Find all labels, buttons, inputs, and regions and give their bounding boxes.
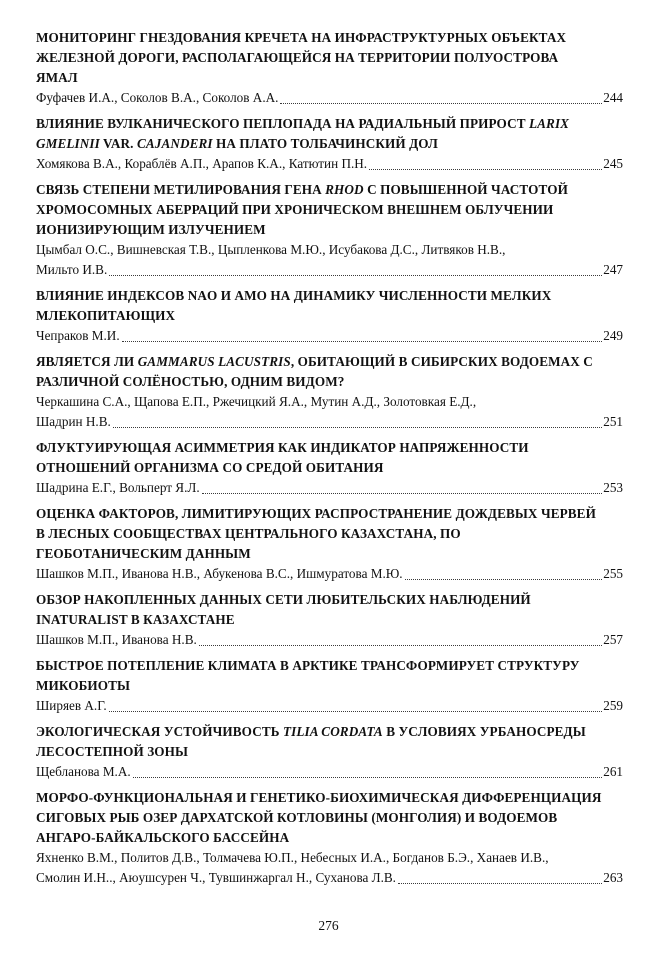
entry-page-number: 251	[603, 414, 623, 429]
entry-page-number: 244	[603, 90, 623, 105]
entry-title-line	[36, 134, 623, 154]
entry-page-number: 257	[603, 632, 623, 647]
title-segment-latin-italic: LARIX	[529, 116, 570, 131]
dotted-leader	[113, 427, 602, 428]
dotted-leader	[109, 275, 602, 276]
entry-title-line	[36, 590, 623, 610]
authors-text: Ширяев А.Г.	[36, 698, 107, 713]
entry-page-number: 261	[603, 764, 623, 779]
entry-title	[36, 438, 623, 478]
entry-title-line	[36, 200, 623, 220]
dotted-leader	[398, 883, 602, 884]
toc-entry	[36, 28, 623, 108]
title-segment: ОТНОШЕНИЙ ОРГАНИЗМА СО СРЕДОЙ ОБИТАНИЯ	[36, 460, 384, 475]
entry-title-line	[36, 524, 623, 544]
entry-title-line	[36, 352, 623, 372]
entry-title	[36, 722, 623, 762]
entry-authors-line	[36, 630, 623, 650]
title-segment: VAR.	[99, 136, 137, 151]
title-segment-latin-italic: GMELINII	[36, 136, 100, 151]
title-segment: , ОБИТАЮЩИЙ В СИБИРСКИХ ВОДОЕМАХ С	[290, 354, 593, 369]
authors-text: Яхненко В.М., Политов Д.В., Толмачева Ю.П., Небесных И.А., Богданов Б.Э., Ханаев И.В.,	[36, 850, 549, 865]
title-segment: ЯМАЛ	[36, 70, 78, 85]
dotted-leader	[109, 711, 603, 712]
title-segment: В УСЛОВИЯХ УРБАНОСРЕДЫ	[382, 724, 586, 739]
authors-text: Шашков М.П., Иванова Н.В.	[36, 632, 197, 647]
authors-text: Мильто И.В.	[36, 262, 108, 277]
dotted-leader	[280, 103, 602, 104]
entry-title-line	[36, 68, 623, 88]
entry-page-number: 249	[603, 328, 623, 343]
title-segment: ВЛИЯНИЕ ВУЛКАНИЧЕСКОГО ПЕПЛОПАДА НА РАДИАЛЬНЫЙ ПРИРОСТ	[36, 116, 529, 131]
toc-list	[36, 28, 623, 888]
entry-authors-line	[36, 478, 623, 498]
entry-page-number: 263	[603, 870, 623, 885]
title-segment: ЭКОЛОГИЧЕСКАЯ УСТОЙЧИВОСТЬ	[36, 724, 283, 739]
authors-text: Шашков М.П., Иванова Н.В., Абукенова В.С., Ишмуратова М.Ю.	[36, 566, 403, 581]
entry-title	[36, 590, 623, 630]
entry-authors-line	[36, 326, 623, 346]
dotted-leader	[369, 169, 602, 170]
entry-title	[36, 788, 623, 848]
authors-text: Цымбал О.С., Вишневская Т.В., Цыпленкова М.Ю., Исубакова Д.С., Литвяков Н.В.,	[36, 242, 506, 257]
entry-authors-line	[36, 392, 623, 412]
title-segment: ОЦЕНКА ФАКТОРОВ, ЛИМИТИРУЮЩИХ РАСПРОСТРАНЕНИЕ ДОЖДЕВЫХ ЧЕРВЕЙ	[36, 506, 596, 521]
title-segment: INATURALIST В КАЗАХСТАНЕ	[36, 612, 235, 627]
entry-authors-line	[36, 696, 623, 716]
authors-text: Хомякова В.А., Кораблёв А.П., Арапов К.А., Катютин П.Н.	[36, 156, 368, 171]
title-segment: НА ПЛАТО ТОЛБАЧИНСКИЙ ДОЛ	[212, 136, 438, 151]
entry-authors-line	[36, 154, 623, 174]
title-segment: В ЛЕСНЫХ СООБЩЕСТВАХ ЦЕНТРАЛЬНОГО КАЗАХСТАНА, ПО	[36, 526, 461, 541]
authors-text: Фуфачев И.А., Соколов В.А., Соколов А.А.	[36, 90, 279, 105]
entry-authors-line	[36, 412, 623, 432]
entry-page-number: 255	[603, 566, 623, 581]
title-segment: АНГАРО-БАЙКАЛЬСКОГО БАССЕЙНА	[36, 830, 290, 845]
toc-entry	[36, 286, 623, 346]
entry-title-line	[36, 788, 623, 808]
toc-entry	[36, 180, 623, 280]
entry-title-line	[36, 808, 623, 828]
title-segment: ИОНИЗИРУЮЩИМ ИЗЛУЧЕНИЕМ	[36, 222, 266, 237]
toc-entry	[36, 504, 623, 584]
authors-text: Смолин И.Н.., Аюушсурен Ч., Тувшинжаргал Н., Суханова Л.В.	[36, 870, 396, 885]
entry-title-line	[36, 286, 623, 306]
entry-title	[36, 656, 623, 696]
title-segment-latin-italic: CAJANDERI	[136, 136, 213, 151]
authors-text: Черкашина С.А., Щапова Е.П., Ржечицкий Я.А., Мутин А.Д., Золотовкая Е.Д.,	[36, 394, 477, 409]
toc-entry	[36, 656, 623, 716]
toc-entry	[36, 352, 623, 432]
entry-page-number: 245	[603, 156, 623, 171]
toc-entry	[36, 590, 623, 650]
entry-authors-line	[36, 88, 623, 108]
title-segment: ФЛУКТУИРУЮЩАЯ АСИММЕТРИЯ КАК ИНДИКАТОР НАПРЯЖЕННОСТИ	[36, 440, 529, 455]
authors-text: Чепраков М.И.	[36, 328, 120, 343]
dotted-leader	[405, 579, 603, 580]
toc-entry	[36, 788, 623, 888]
entry-title-line	[36, 180, 623, 200]
dotted-leader	[133, 777, 603, 778]
title-segment-latin-italic: RHOD	[325, 182, 364, 197]
title-segment: СИГОВЫХ РЫБ ОЗЕР ДАРХАТСКОЙ КОТЛОВИНЫ (МОНГОЛИЯ) И ВОДОЕМОВ	[36, 810, 558, 825]
title-segment: ЯВЛЯЕТСЯ ЛИ	[36, 354, 138, 369]
toc-entry	[36, 438, 623, 498]
entry-title-line	[36, 722, 623, 742]
title-segment: МЛЕКОПИТАЮЩИХ	[36, 308, 176, 323]
entry-title	[36, 114, 623, 154]
entry-authors-line	[36, 564, 623, 584]
entry-title-line	[36, 676, 623, 696]
entry-authors-line	[36, 762, 623, 782]
toc-entry	[36, 114, 623, 174]
entry-authors-line	[36, 868, 623, 888]
authors-text: Шадрин Н.В.	[36, 414, 111, 429]
entry-title-line	[36, 220, 623, 240]
entry-title-line	[36, 610, 623, 630]
dotted-leader	[122, 341, 603, 342]
title-segment: МИКОБИОТЫ	[36, 678, 131, 693]
title-segment: РАЗЛИЧНОЙ СОЛЁНОСТЬЮ, ОДНИМ ВИДОМ?	[36, 374, 345, 389]
dotted-leader	[199, 645, 602, 646]
entry-title-line	[36, 656, 623, 676]
authors-text: Шадрина Е.Г., Вольперт Я.Л.	[36, 480, 200, 495]
entry-title	[36, 352, 623, 392]
entry-title	[36, 504, 623, 564]
entry-title-line	[36, 544, 623, 564]
entry-title	[36, 180, 623, 240]
entry-title-line	[36, 28, 623, 48]
title-segment-latin-italic: GAMMARUS LACUSTRIS	[137, 354, 291, 369]
title-segment: МОРФО-ФУНКЦИОНАЛЬНАЯ И ГЕНЕТИКО-БИОХИМИЧЕСКАЯ ДИФФЕРЕНЦИАЦИЯ	[36, 790, 602, 805]
title-segment-latin-italic: TILIA CORDATA	[282, 724, 383, 739]
title-segment: ВЛИЯНИЕ ИНДЕКСОВ NAO И AMO НА ДИНАМИКУ ЧИСЛЕННОСТИ МЕЛКИХ	[36, 288, 552, 303]
entry-title-line	[36, 438, 623, 458]
title-segment: БЫСТРОЕ ПОТЕПЛЕНИЕ КЛИМАТА В АРКТИКЕ ТРАНСФОРМИРУЕТ СТРУКТУРУ	[36, 658, 580, 673]
title-segment: ЛЕСОСТЕПНОЙ ЗОНЫ	[36, 744, 189, 759]
title-segment: ГЕОБОТАНИЧЕСКИМ ДАННЫМ	[36, 546, 251, 561]
entry-page-number: 253	[603, 480, 623, 495]
entry-title	[36, 286, 623, 326]
dotted-leader	[202, 493, 603, 494]
entry-title-line	[36, 372, 623, 392]
entry-page-number: 247	[603, 262, 623, 277]
title-segment: С ПОВЫШЕННОЙ ЧАСТОТОЙ	[363, 182, 568, 197]
entry-authors-line	[36, 240, 623, 260]
entry-authors-line	[36, 848, 623, 868]
title-segment: ОБЗОР НАКОПЛЕННЫХ ДАННЫХ СЕТИ ЛЮБИТЕЛЬСКИХ НАБЛЮДЕНИЙ	[36, 592, 531, 607]
toc-entry	[36, 722, 623, 782]
entry-page-number: 259	[603, 698, 623, 713]
entry-title-line	[36, 504, 623, 524]
title-segment: ЖЕЛЕЗНОЙ ДОРОГИ, РАСПОЛАГАЮЩЕЙСЯ НА ТЕРРИТОРИИ ПОЛУОСТРОВА	[36, 50, 559, 65]
title-segment: ХРОМОСОМНЫХ АБЕРРАЦИЙ ПРИ ХРОНИЧЕСКОМ ВНЕШНЕМ ОБЛУЧЕНИИ	[36, 202, 554, 217]
entry-title-line	[36, 114, 623, 134]
entry-title-line	[36, 306, 623, 326]
entry-authors-line	[36, 260, 623, 280]
entry-title-line	[36, 742, 623, 762]
title-segment: СВЯЗЬ СТЕПЕНИ МЕТИЛИРОВАНИЯ ГЕНА	[36, 182, 326, 197]
entry-title-line	[36, 458, 623, 478]
entry-title	[36, 28, 623, 88]
title-segment: МОНИТОРИНГ ГНЕЗДОВАНИЯ КРЕЧЕТА НА ИНФРАСТРУКТУРНЫХ ОБЪЕКТАХ	[36, 30, 567, 45]
footer-page-number: 276	[318, 918, 339, 933]
entry-title-line	[36, 48, 623, 68]
authors-text: Щебланова М.А.	[36, 764, 131, 779]
entry-title-line	[36, 828, 623, 848]
